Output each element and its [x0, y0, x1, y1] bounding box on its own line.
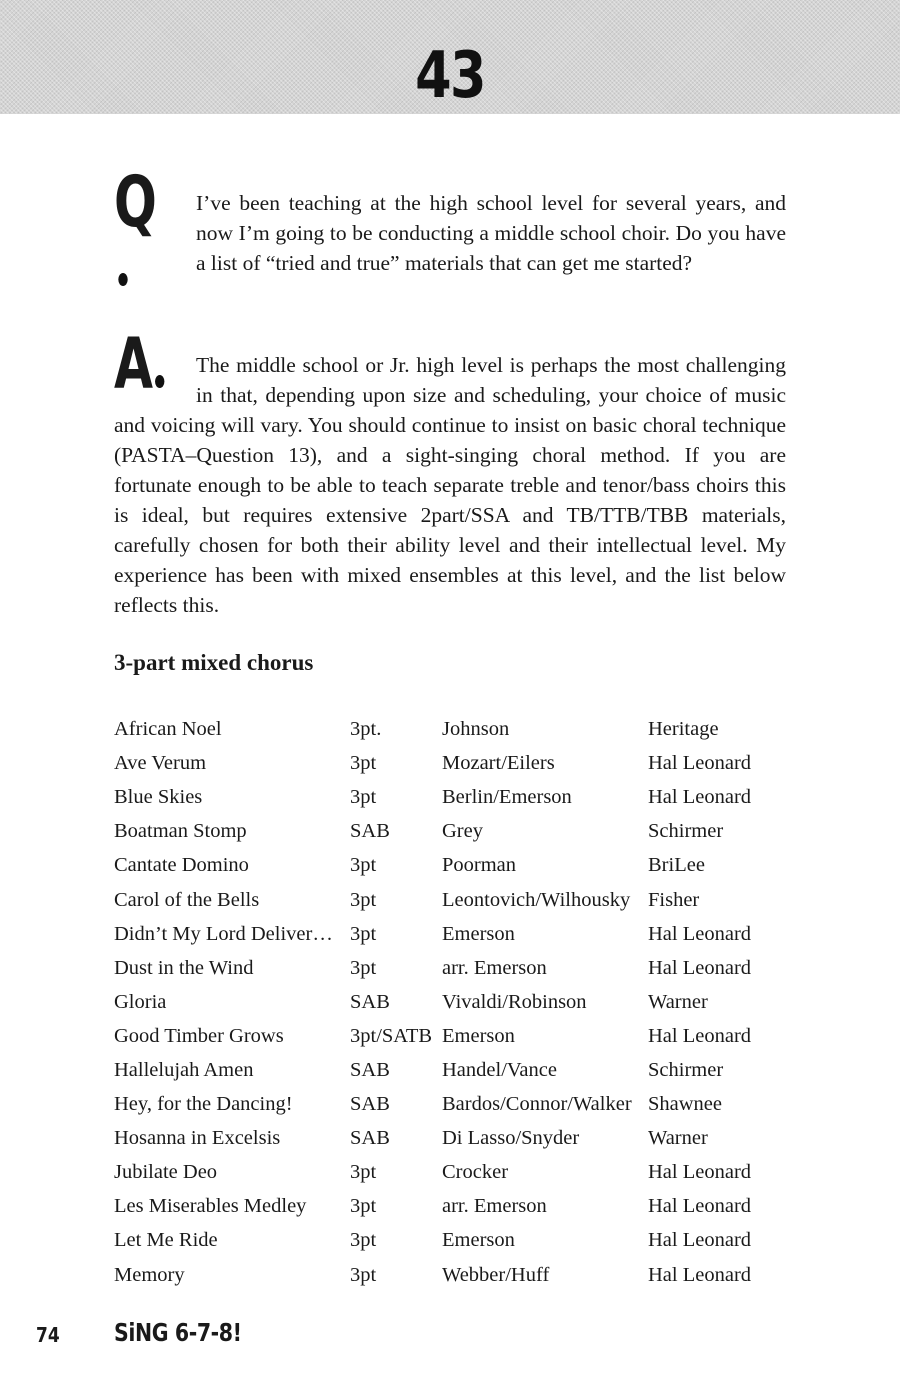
voicing: 3pt.	[350, 718, 382, 741]
composer-arranger: Emerson	[442, 1229, 515, 1252]
piece-title: Good Timber Grows	[114, 1024, 284, 1047]
publisher: Fisher	[648, 888, 700, 911]
voicing: 3pt/SATB	[350, 1024, 433, 1047]
voicing: SAB	[350, 1093, 390, 1116]
piece-title: Jubilate Deo	[114, 1161, 218, 1184]
piece-title: Dust in the Wind	[114, 956, 254, 979]
chapter-number: 43	[415, 39, 485, 113]
piece-title: Memory	[114, 1263, 185, 1286]
answer-block	[114, 323, 786, 620]
publisher: BriLee	[648, 854, 705, 877]
voicing: SAB	[350, 1127, 390, 1150]
composer-arranger: Poorman	[442, 854, 517, 877]
answer-text: The middle school or Jr. high level is perhaps the most challenging in that, depending upon size and scheduling, your choice of music and voicing will vary. You should continue to insist on basic choral technique (PASTA–Question 13), and a sight-singing choral method. If you are fortunate enough to be able to teach separate treble and tenor/bass choirs this is ideal, but requires extensive 2part/SSA and TB/TTB/TBB materials, carefully chosen for both their ability level and their intellectual level. My experience has been with mixed ensembles at this level, and the list below reflects this.	[114, 353, 786, 617]
composer-arranger: Johnson	[442, 718, 510, 741]
answer-letter: A	[114, 323, 151, 405]
voicing: SAB	[350, 1058, 390, 1081]
piece-title: Ave Verum	[114, 752, 207, 775]
composer-arranger: Webber/Huff	[442, 1263, 550, 1286]
question-letter: Q	[114, 161, 155, 243]
voicing: 3pt	[350, 888, 377, 911]
composer-arranger: Crocker	[442, 1161, 509, 1184]
composer-arranger: arr. Emerson	[442, 1195, 547, 1218]
repertoire-table-body	[114, 712, 794, 1292]
composer-arranger: Berlin/Emerson	[442, 786, 572, 809]
composer-arranger: Emerson	[442, 1024, 515, 1047]
publisher: Hal Leonard	[648, 1195, 752, 1218]
publisher: Hal Leonard	[648, 922, 752, 945]
publisher: Warner	[648, 1127, 708, 1150]
piece-title: Didn’t My Lord Deliver…	[114, 922, 333, 945]
table-row	[114, 1258, 794, 1292]
table-row	[114, 1053, 794, 1087]
piece-title: Cantate Domino	[114, 854, 249, 877]
section-title: 3-part mixed chorus	[114, 650, 314, 675]
voicing: 3pt	[350, 752, 377, 775]
question-block	[114, 161, 786, 292]
voicing: 3pt	[350, 1161, 377, 1184]
voicing: 3pt	[350, 1195, 377, 1218]
voicing: SAB	[350, 990, 390, 1013]
voicing: 3pt	[350, 922, 377, 945]
piece-title: Hey, for the Dancing!	[114, 1093, 293, 1116]
table-row	[114, 848, 794, 882]
publisher: Schirmer	[648, 1058, 724, 1081]
publisher: Shawnee	[648, 1093, 723, 1116]
table-row	[114, 1189, 794, 1223]
voicing: 3pt	[350, 1229, 377, 1252]
question-marker	[114, 160, 166, 292]
voicing: 3pt	[350, 786, 377, 809]
composer-arranger: Grey	[442, 820, 483, 843]
publisher: Schirmer	[648, 820, 724, 843]
voicing: 3pt	[350, 854, 377, 877]
publisher: Hal Leonard	[648, 1161, 752, 1184]
composer-arranger: Di Lasso/Snyder	[442, 1127, 580, 1150]
table-row	[114, 780, 794, 814]
bullet-dot-icon	[155, 375, 164, 388]
piece-title: Hosanna in Excelsis	[114, 1127, 281, 1150]
answer-marker	[114, 322, 166, 405]
table-row	[114, 985, 794, 1019]
table-row	[114, 814, 794, 848]
page-number: 74	[36, 1323, 60, 1347]
piece-title: Let Me Ride	[114, 1229, 218, 1252]
publisher: Hal Leonard	[648, 786, 752, 809]
table-row	[114, 1019, 794, 1053]
table-row	[114, 917, 794, 951]
voicing: 3pt	[350, 1263, 377, 1286]
table-row	[114, 1087, 794, 1121]
piece-title: Hallelujah Amen	[114, 1058, 254, 1081]
table-row	[114, 712, 794, 746]
composer-arranger: Mozart/Eilers	[442, 752, 555, 775]
publisher: Hal Leonard	[648, 752, 752, 775]
table-row	[114, 746, 794, 780]
publisher: Hal Leonard	[648, 1229, 752, 1252]
piece-title: African Noel	[114, 718, 222, 741]
question-text: I’ve been teaching at the high school level for several years, and now I’m going to be conducting a middle school choir. Do you have a list of “tried and true” materials that can get me started?	[196, 191, 786, 275]
publisher: Hal Leonard	[648, 1263, 752, 1286]
composer-arranger: Bardos/Connor/Walker	[442, 1093, 632, 1116]
voicing: SAB	[350, 820, 390, 843]
piece-title: Les Miserables Medley	[114, 1195, 307, 1218]
composer-arranger: Handel/Vance	[442, 1058, 557, 1081]
piece-title: Blue Skies	[114, 786, 203, 809]
publisher: Hal Leonard	[648, 1024, 752, 1047]
book-title: SiNG 6-7-8!	[114, 1318, 242, 1347]
publisher: Heritage	[648, 718, 719, 741]
table-row	[114, 1223, 794, 1257]
composer-arranger: Leontovich/Wilhousky	[442, 888, 631, 911]
publisher: Warner	[648, 990, 708, 1013]
bullet-dot-icon	[118, 273, 127, 286]
table-row	[114, 882, 794, 916]
publisher: Hal Leonard	[648, 956, 752, 979]
composer-arranger: arr. Emerson	[442, 956, 547, 979]
table-row	[114, 1121, 794, 1155]
table-row	[114, 1155, 794, 1189]
composer-arranger: Vivaldi/Robinson	[442, 990, 587, 1013]
piece-title: Boatman Stomp	[114, 820, 247, 843]
table-row	[114, 951, 794, 985]
piece-title: Carol of the Bells	[114, 888, 260, 911]
repertoire-table	[114, 712, 794, 1292]
voicing: 3pt	[350, 956, 377, 979]
piece-title: Gloria	[114, 990, 167, 1013]
composer-arranger: Emerson	[442, 922, 515, 945]
